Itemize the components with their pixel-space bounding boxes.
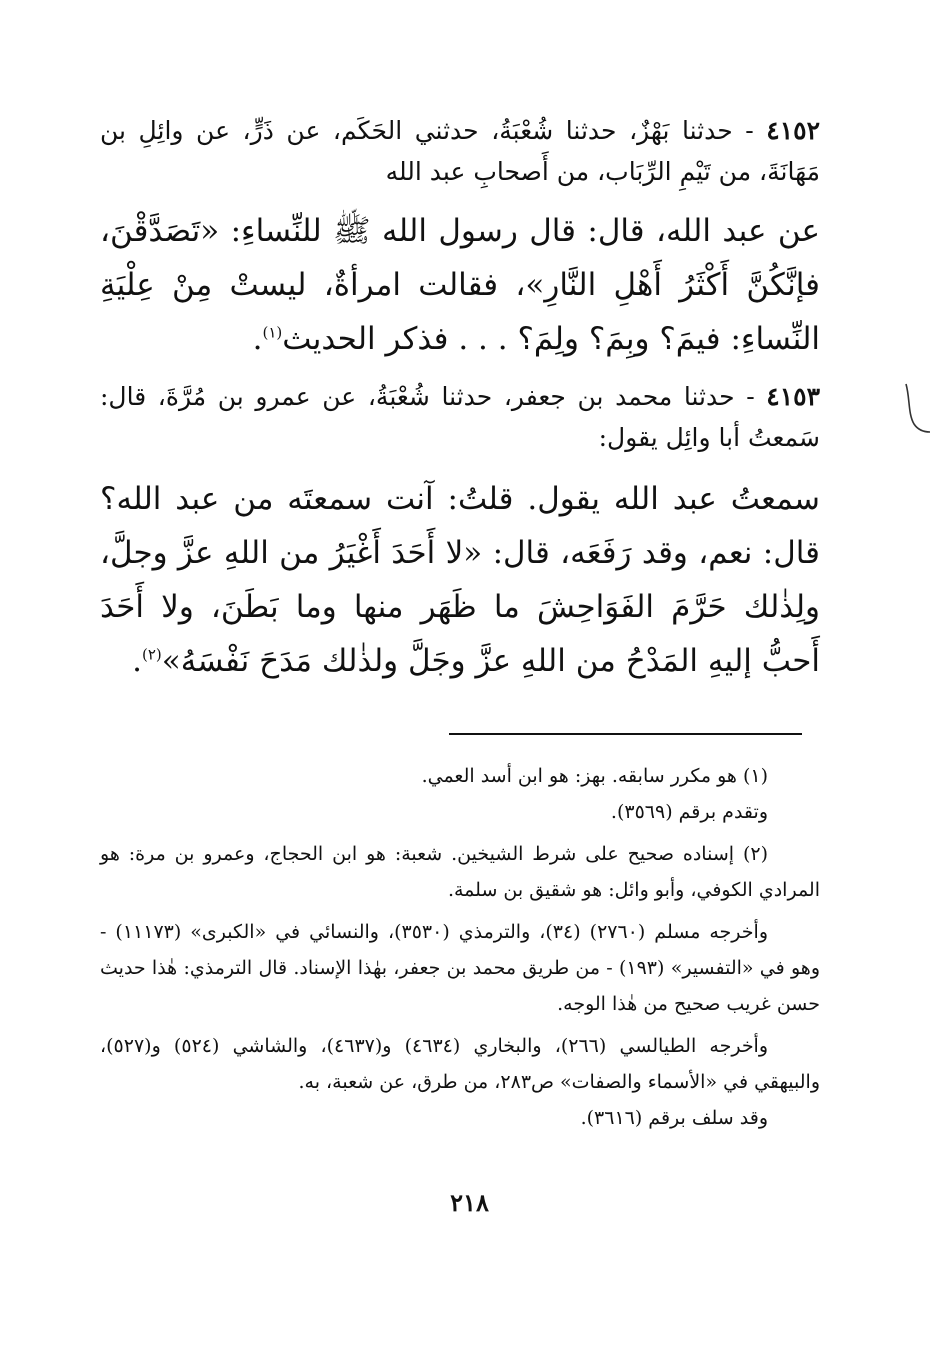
footnotes [100, 758, 820, 1136]
hadith-number: ٤١٥٣ [766, 382, 820, 411]
footnote-2: (٢) إسناده صحيح على شرط الشيخين. شعبة: هو ابن الحجاج، وعمرو بن مرة: هو المرادي الكوفي، وأبو وائل: هو شقيق بن سلمة. [100, 843, 820, 901]
hadith-4152-matn: عن عبد الله، قال: قال رسول الله ﷺ للنِّساءِ: «تَصَدَّقْنَ، فإنَّكُنَّ أَكْثَرُ أَهْلِ النَّارِ»، فقالت امرأةٌ، ليستْ مِنْ عِلْيَةِ النِّساءِ: فيمَ؟ وبِمَ؟ ولِمَ؟ . . . فذكر الحديث$^{(١)}$. [100, 213, 820, 357]
footnote-1: (١) هو مكرر سابقه. بهز: هو ابن أسد العمي. [421, 765, 768, 787]
hadith-4153-isnad [100, 376, 820, 458]
footnote-2-takhrij: وأخرجه مسلم (٢٧٦٠) (٣٤)، والترمذي (٣٥٣٠)، والنسائي في «الكبرى» (١١١٧٣) - وهو في «التفسير» (١٩٣) - من طريق محمد بن جعفر، بهٰذا الإسناد. قال الترمذي: هٰذا حديث حسن غريب صحيح من هٰذا الوجه. [100, 921, 820, 1015]
hadith-4152-isnad [100, 110, 820, 192]
footnote-separator [449, 733, 802, 735]
hadith-4153-matn: سمعتُ عبد الله يقول. قلتُ: آنت سمعتَه من عبد الله؟ قال: نعم، وقد رَفَعَه، قال: «لا أَحَدَ أَغْيَرُ من اللهِ عزَّ وجلَّ، ولِذٰلك حَرَّمَ الفَوَاحِشَ ما ظَهَر منها وما بَطَنَ، ولا أَحَدَ أَحبُّ إليهِ المَدْحُ من اللهِ عزَّ وجَلَّ ولذٰلك مَدَحَ نَفْسَهُ»$^{(٢)}$. [100, 481, 821, 679]
matn-text: سمعتُ عبد الله يقول. قلتُ: آنت سمعتَه من عبد الله؟ قال: نعم، وقد رَفَعَه، قال: «لا أَحَدَ أَغْيَرُ من اللهِ عزَّ وجلَّ، ولِذٰلك حَرَّمَ الفَوَاحِشَ ما ظَهَر منها وما بَطَنَ، ولا أَحَدَ أَحبُّ إليهِ المَدْحُ من اللهِ عزَّ وجَلَّ ولذٰلك مَدَحَ نَفْسَهُ» [100, 481, 821, 679]
main-text [100, 110, 820, 688]
footnote-ref: (١) [262, 323, 283, 342]
footnote-1-cont: وتقدم برقم (٣٥٦٩). [610, 801, 768, 823]
hadith-number: ٤١٥٢ [766, 116, 820, 145]
margin-bracket-icon [900, 380, 934, 436]
isnad-text: - حدثنا محمد بن جعفر، حدثنا شُعْبَةُ، عن عمرو بن مُرَّةَ، قال: سَمعتُ أبا وائِل يقول: [100, 382, 820, 452]
footnote-ref: (٢) [141, 645, 162, 664]
footnote-2-cross-ref: وقد سلف برقم (٣٦١٦). [580, 1107, 768, 1129]
page-number: ٢١٨ [450, 1188, 489, 1217]
footnote-2-takhrij-2: وأخرجه الطيالسي (٢٦٦)، والبخاري (٤٦٣٤) و(٤٦٣٧)، والشاشي (٥٢٤) و(٥٢٧)، والبيهقي في «الأسماء والصفات» ص٢٨٣، من طرق، عن شعبة، به. [100, 1035, 820, 1093]
isnad-text: - حدثنا بَهْزٌ، حدثنا شُعْبَةُ، حدثني الحَكَم، عن ذَرٍّ، عن وائِلِ بن مَهَانَةَ، من تَيْمِ الرِّبَاب، من أَصحابِ عبد الله [100, 116, 820, 186]
matn-text: عن عبد الله، قال: قال رسول الله ﷺ للنِّساءِ: «تَصَدَّقْنَ، فإنَّكُنَّ أَكْثَرُ أَهْلِ النَّارِ»، فقالت امرأةٌ، ليستْ مِنْ عِلْيَةِ النِّساءِ: فيمَ؟ وبِمَ؟ ولِمَ؟ . . . فذكر الحديث [100, 213, 820, 357]
